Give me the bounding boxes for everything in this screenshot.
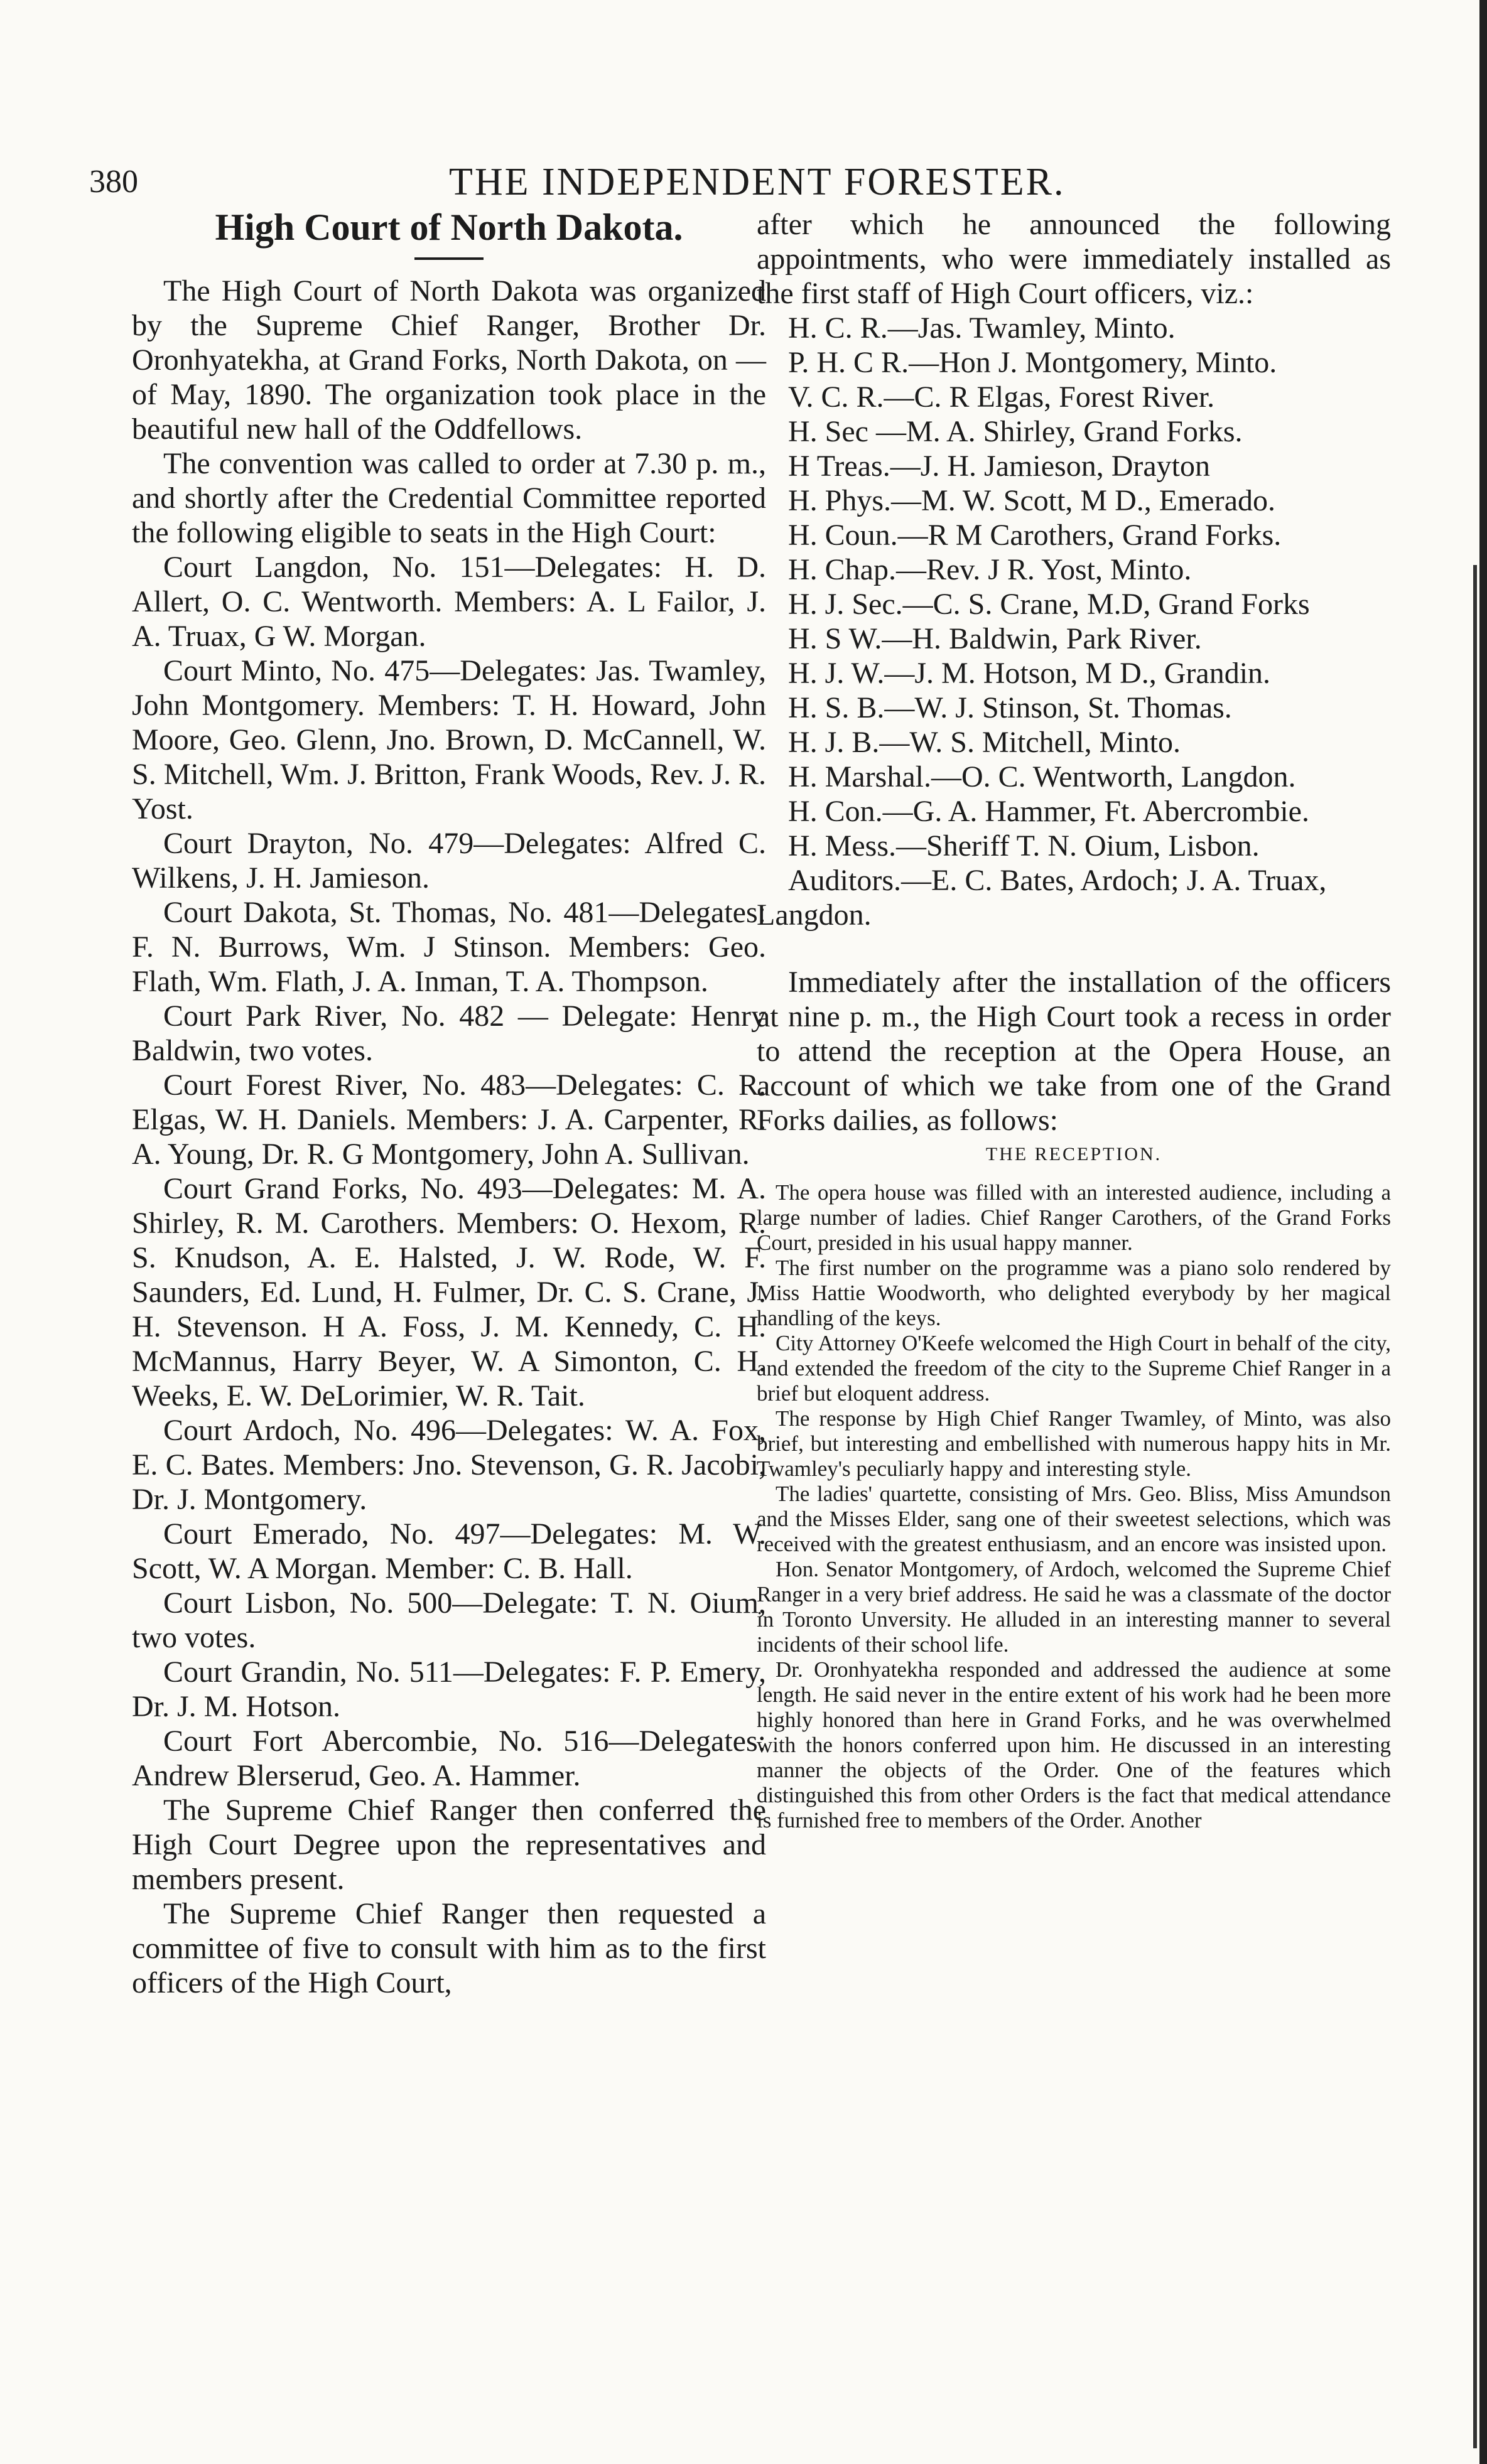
reception-paragraph: The ladies' quartette, consisting of Mrs. Geo. Bliss, Miss Amundson and the Misses Elder, sang one of their sweetest selections, which was received with the greatest enthusiasm, and an encore was insisted upon. bbox=[757, 1482, 1391, 1556]
officer-entry: H. J. B.—W. S. Mitchell, Minto. bbox=[788, 726, 1181, 759]
officer-entry: H. J. W.—J. M. Hotson, M D., Grandin. bbox=[788, 657, 1271, 690]
reception-paragraph: The first number on the programme was a piano solo rendered by Miss Hattie Woodworth, who delighted everybody by her magical handling of the keys. bbox=[757, 1256, 1391, 1330]
right-column bbox=[757, 207, 1391, 1833]
scan-edge-shadow bbox=[1479, 0, 1487, 2464]
title-rule bbox=[414, 257, 484, 260]
body-paragraph: Court Forest River, No. 483—Delegates: C. R. Elgas, W. H. Daniels. Members: J. A. Carpenter, R. A. Young, Dr. R. G Montgomery, John A. Sullivan. bbox=[132, 1068, 766, 1171]
officer-entry: H. Marshal.—O. C. Wentworth, Langdon. bbox=[788, 760, 1296, 794]
officer-entry: H. S. B.—W. J. Stinson, St. Thomas. bbox=[788, 691, 1232, 724]
body-paragraph: Court Dakota, St. Thomas, No. 481—Delegates: F. N. Burrows, Wm. J Stinson. Members: Geo. Flath, Wm. Flath, J. A. Inman, T. A. Thompson. bbox=[132, 896, 766, 998]
after-installation-paragraph: Immediately after the installation of the officers at nine p. m., the High Court took a recess in order to attend the reception at the Opera House, an account of which we take from one of the Grand Forks dailies, as follows: bbox=[757, 966, 1391, 1137]
body-paragraph: Court Emerado, No. 497—Delegates: M. W. Scott, W. A Morgan. Member: C. B. Hall. bbox=[132, 1517, 766, 1585]
body-paragraph: Court Minto, No. 475—Delegates: Jas. Twamley, John Montgomery. Members: T. H. Howard, John Moore, Geo. Glenn, Jno. Brown, D. McCannell, W. S. Mitchell, Wm. J. Britton, Frank Woods, Rev. J. R. Yost. bbox=[132, 654, 766, 826]
body-paragraph: Court Lisbon, No. 500—Delegate: T. N. Oium, two votes. bbox=[132, 1586, 766, 1654]
article-title: High Court of North Dakota. bbox=[215, 207, 683, 248]
officer-entry: H. C. R.—Jas. Twamley, Minto. bbox=[788, 311, 1176, 345]
body-paragraph: Court Park River, No. 482 — Delegate: Henry Baldwin, two votes. bbox=[132, 999, 766, 1067]
officers-intro: after which he announced the following appointments, who were immediately installed as the first staff of High Court officers, viz.: bbox=[757, 208, 1391, 310]
body-paragraph: The convention was called to order at 7.30 p. m., and shortly after the Credential Committee reported the following eligible to seats in the High Court: bbox=[132, 447, 766, 549]
officers-list bbox=[757, 311, 1391, 932]
body-paragraph: The High Court of North Dakota was organized by the Supreme Chief Ranger, Brother Dr. Oronhyatekha, at Grand Forks, North Dakota, on — of May, 1890. The organization took place in the beautiful new hall of the Oddfellows. bbox=[132, 274, 766, 446]
running-title: THE INDEPENDENT FORESTER. bbox=[449, 161, 1066, 203]
officer-entry: H. Con.—G. A. Hammer, Ft. Abercrombie. bbox=[788, 795, 1309, 828]
body-paragraph: Court Grand Forks, No. 493—Delegates: M. A. Shirley, R. M. Carothers. Members: O. Hexom, R. S. Knudson, A. E. Halsted, J. W. Rode, W. F. Saunders, Ed. Lund, H. Fulmer, Dr. C. S. Crane, J. H. Stevenson. H A. Foss, J. M. Kennedy, C. H. McMannus, Harry Beyer, W. A Simonton, C. H. Weeks, E. W. DeLorimier, W. R. Tait. bbox=[132, 1172, 766, 1412]
body-paragraph: Court Drayton, No. 479—Delegates: Alfred C. Wilkens, J. H. Jamieson. bbox=[132, 827, 766, 895]
officer-entry: H. Chap.—Rev. J R. Yost, Minto. bbox=[788, 553, 1192, 586]
officer-entry: P. H. C R.—Hon J. Montgomery, Minto. bbox=[788, 346, 1277, 379]
officer-entry: H. Mess.—Sheriff T. N. Oium, Lisbon. bbox=[788, 829, 1260, 863]
scan-edge-line bbox=[1473, 565, 1477, 2448]
officer-entry: H. Phys.—M. W. Scott, M D., Emerado. bbox=[788, 484, 1276, 517]
officer-entry: H. J. Sec.—C. S. Crane, M.D, Grand Forks bbox=[788, 588, 1310, 621]
officer-entry: H. Coun.—R M Carothers, Grand Forks. bbox=[788, 519, 1282, 552]
officer-entry: H. S W.—H. Baldwin, Park River. bbox=[788, 622, 1202, 655]
officer-entry: Auditors.—E. C. Bates, Ardoch; J. A. Truax, Langdon. bbox=[757, 864, 1327, 932]
reception-paragraph: Hon. Senator Montgomery, of Ardoch, welcomed the Supreme Chief Ranger in a very brief address. He said he was a classmate of the doctor in Toronto Unversity. He alluded in an interesting manner to several incidents of their school life. bbox=[757, 1557, 1391, 1657]
body-paragraph: Court Langdon, No. 151—Delegates: H. D. Allert, O. C. Wentworth. Members: A. L Failor, J. A. Truax, G W. Morgan. bbox=[132, 551, 766, 653]
officer-entry: H Treas.—J. H. Jamieson, Drayton bbox=[788, 449, 1210, 483]
left-column bbox=[132, 207, 766, 2000]
reception-text bbox=[757, 1180, 1391, 1833]
body-paragraph: The Supreme Chief Ranger then requested a committee of five to consult with him as to the first officers of the High Court, bbox=[132, 1897, 766, 1999]
section-gap bbox=[757, 932, 1391, 965]
reception-paragraph: Dr. Oronhyatekha responded and addressed the audience at some length. He said never in the entire extent of his work had he been more highly honored than here in Grand Forks, and he was overwhelmed with the honors conferred upon him. He discussed in an interesting manner the objects of the Order. One of the features which distinguished this from other Orders is the fact that medical attendance is furnished free to members of the Order. Another bbox=[757, 1657, 1391, 1832]
body-paragraph: Court Grandin, No. 511—Delegates: F. P. Emery, Dr. J. M. Hotson. bbox=[132, 1655, 766, 1723]
body-paragraph: Court Ardoch, No. 496—Delegates: W. A. Fox, E. C. Bates. Members: Jno. Stevenson, G. R. Jacobi, Dr. J. Montgomery. bbox=[132, 1414, 766, 1516]
page-number: 380 bbox=[89, 164, 138, 200]
reception-heading: THE RECEPTION. bbox=[985, 1144, 1162, 1165]
body-paragraph: The Supreme Chief Ranger then conferred the High Court Degree upon the representatives and members present. bbox=[132, 1794, 766, 1896]
officer-entry: V. C. R.—C. R Elgas, Forest River. bbox=[788, 380, 1215, 414]
reception-paragraph: The opera house was filled with an interested audience, including a large number of ladies. Chief Ranger Carothers, of the Grand Forks Court, presided in his usual happy manner. bbox=[757, 1180, 1391, 1255]
body-paragraph: Court Fort Abercombie, No. 516—Delegates: Andrew Blerserud, Geo. A. Hammer. bbox=[132, 1724, 766, 1792]
reception-paragraph: City Attorney O'Keefe welcomed the High Court in behalf of the city, and extended the freedom of the city to the Supreme Chief Ranger in a brief but eloquent address. bbox=[757, 1331, 1391, 1406]
reception-paragraph: The response by High Chief Ranger Twamley, of Minto, was also brief, but interesting and embellished with numerous happy hits in Mr. Twamley's peculiarly happy and interesting style. bbox=[757, 1406, 1391, 1481]
officer-entry: H. Sec —M. A. Shirley, Grand Forks. bbox=[788, 415, 1243, 448]
